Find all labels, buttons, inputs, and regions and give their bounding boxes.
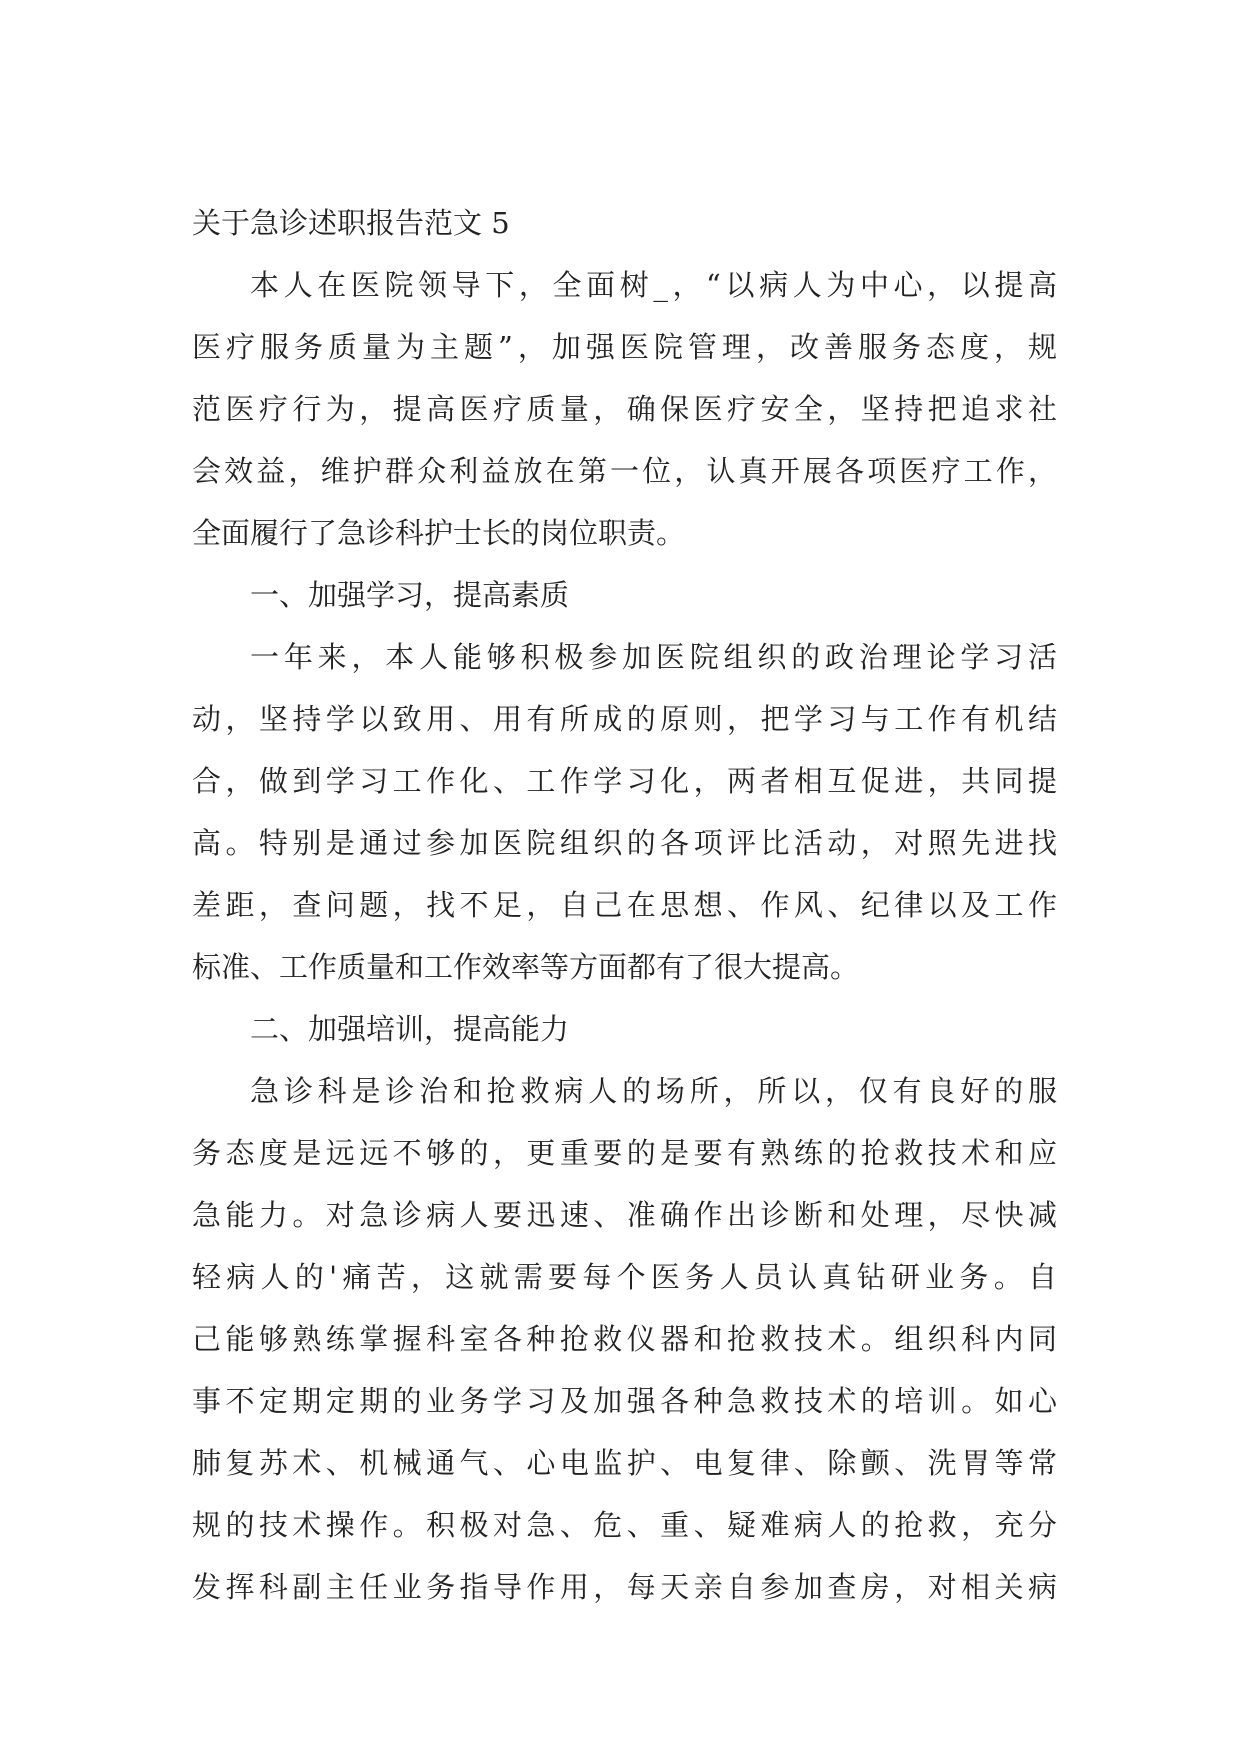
- paragraph-line: 医疗服务质量为主题”，加强医院管理，改善服务态度，规: [192, 330, 1057, 364]
- paragraph-line: 肺复苏术、机械通气、心电监护、电复律、除颤、洗胃等常: [192, 1446, 1057, 1480]
- section-heading: 一、加强学习，提高素质: [250, 578, 570, 612]
- paragraph-line: 全面履行了急诊科护士长的岗位职责。: [192, 516, 686, 550]
- section-heading: 二、加强培训，提高能力: [250, 1012, 570, 1046]
- paragraph-line: 务态度是远远不够的，更重要的是要有熟练的抢救技术和应: [192, 1136, 1057, 1170]
- paragraph-line: 范医疗行为，提高医疗质量，确保医疗安全，坚持把追求社: [192, 392, 1057, 426]
- paragraph-line: 合，做到学习工作化、工作学习化，两者相互促进，共同提: [192, 764, 1057, 798]
- paragraph-line: 差距，查问题，找不足，自己在思想、作风、纪律以及工作: [192, 888, 1057, 922]
- paragraph-line: 本人在医院领导下，全面树_，“以病人为中心，以提高: [250, 268, 1057, 302]
- paragraph-line: 规的技术操作。积极对急、危、重、疑难病人的抢救，充分: [192, 1508, 1057, 1542]
- document-page: [192, 192, 1057, 1618]
- paragraph-line: 急诊科是诊治和抢救病人的场所，所以，仅有良好的服: [250, 1074, 1057, 1108]
- paragraph-line: 事不定期定期的业务学习及加强各种急救技术的培训。如心: [192, 1384, 1057, 1418]
- paragraph-line: 发挥科副主任业务指导作用，每天亲自参加查房，对相关病: [192, 1570, 1057, 1604]
- paragraph-line: 己能够熟练掌握科室各种抢救仪器和抢救技术。组织科内同: [192, 1322, 1057, 1356]
- paragraph-line: 动，坚持学以致用、用有所成的原则，把学习与工作有机结: [192, 702, 1057, 736]
- paragraph-line: 急能力。对急诊病人要迅速、准确作出诊断和处理，尽快减: [192, 1198, 1057, 1232]
- paragraph-line: 高。特别是通过参加医院组织的各项评比活动，对照先进找: [192, 826, 1057, 860]
- paragraph-line: 一年来，本人能够积极参加医院组织的政治理论学习活: [250, 640, 1057, 674]
- paragraph-line: 会效益，维护群众利益放在第一位，认真开展各项医疗工作，: [192, 454, 1057, 488]
- document-title: 关于急诊述职报告范文 5: [192, 206, 510, 240]
- paragraph-line: 标准、工作质量和工作效率等方面都有了很大提高。: [192, 950, 860, 984]
- paragraph-line: 轻病人的'痛苦，这就需要每个医务人员认真钻研业务。自: [192, 1260, 1057, 1294]
